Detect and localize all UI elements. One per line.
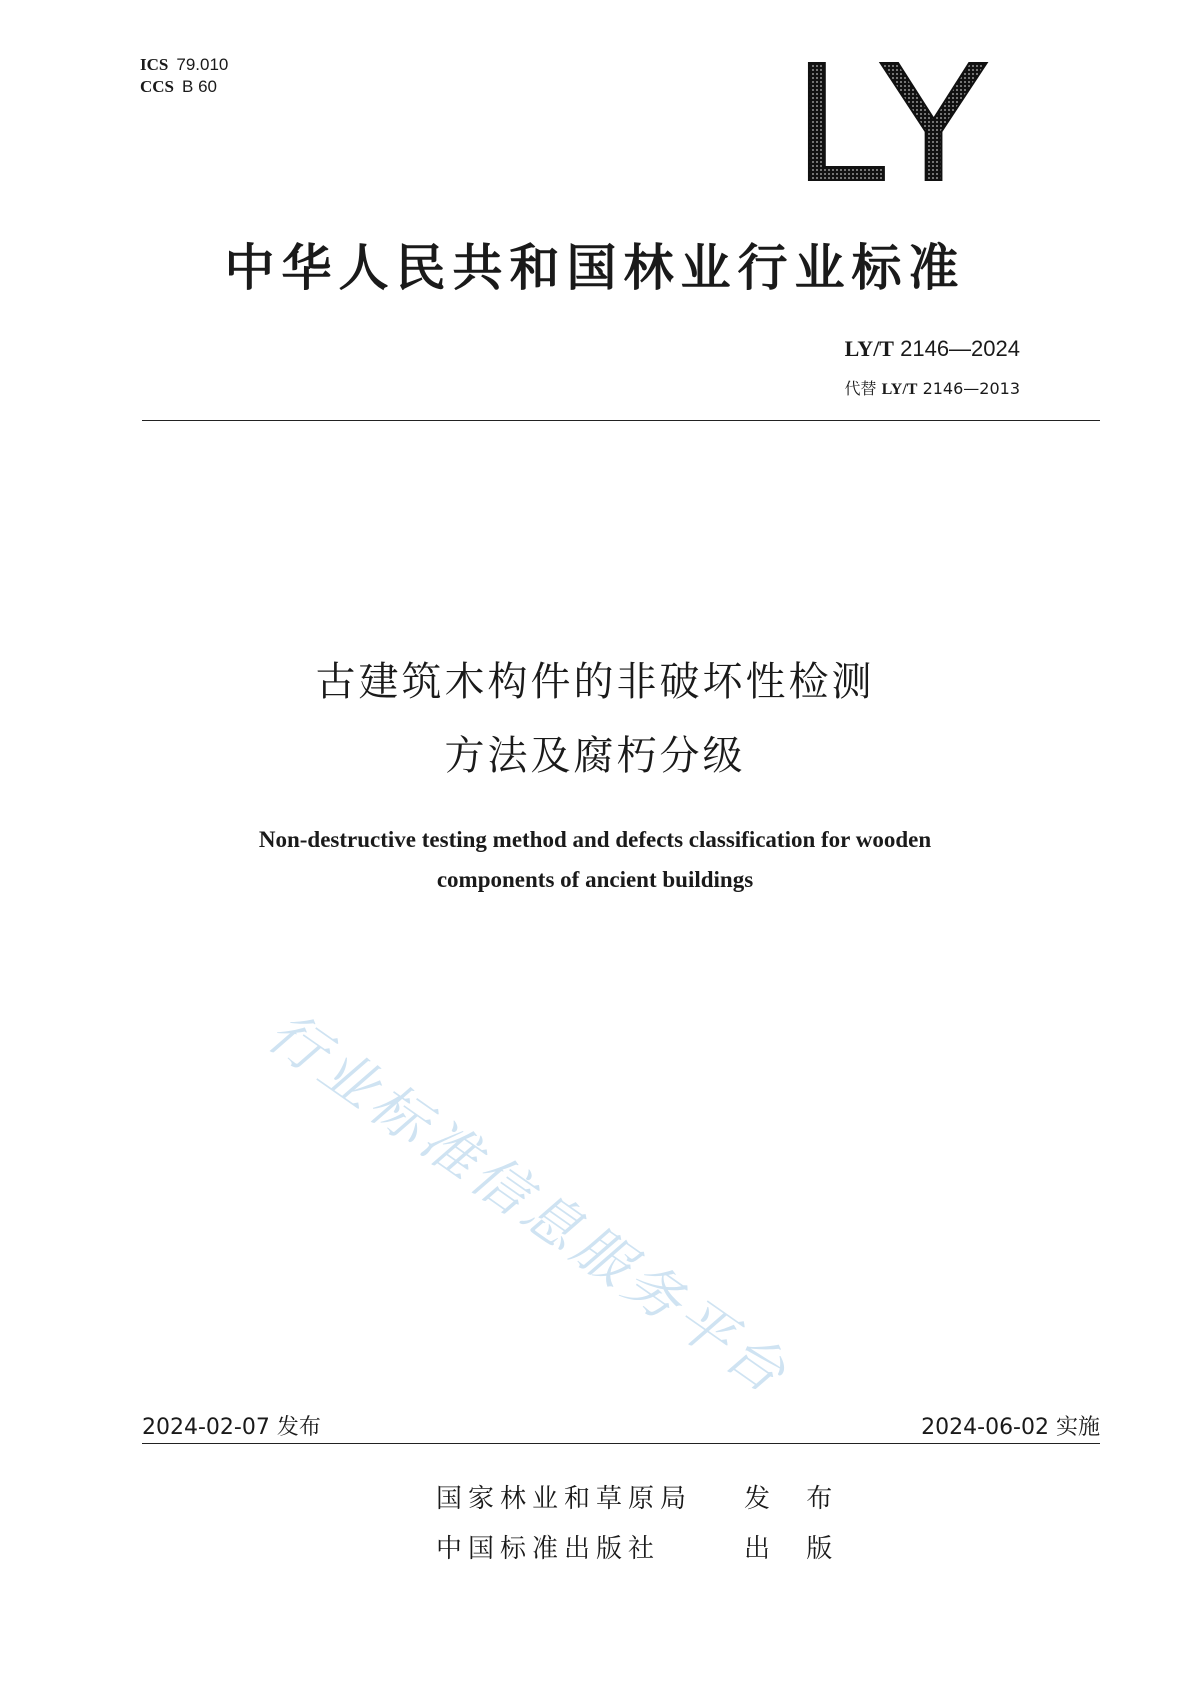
replaces-standard: 代替 LY/T 2146—2013 (844, 379, 1020, 398)
document-title-zh-line2: 方法及腐朽分级 (444, 733, 746, 779)
ccs-code: CCS B 60 (140, 77, 217, 96)
document-title-zh-line1: 古建筑木构件的非破坏性检测 (315, 659, 875, 705)
document-title-en-line1: Non-destructive testing method and defects classification for wooden (258, 827, 932, 852)
header-divider (142, 420, 1100, 421)
standard-category-title: 中华人民共和国林业行业标准 (224, 239, 966, 297)
publisher-org: 国家林业和草原局 (436, 1484, 693, 1514)
document-title-en-line2: components of ancient buildings (436, 867, 754, 892)
press-org: 中国标准出版社 (436, 1534, 661, 1564)
classification-codes (140, 54, 228, 98)
ics-code: ICS 79.010 (140, 55, 229, 74)
logo-text: LY (795, 52, 991, 192)
press-role: 出 版 (744, 1534, 847, 1564)
publisher-role: 发 布 (744, 1484, 847, 1514)
footer-divider (142, 1443, 1100, 1444)
issue-date: 2024-02-07 发布 (142, 1415, 321, 1440)
standard-number: LY/T 2146—2024 (844, 336, 1020, 361)
watermark: 行业标准信息服务平台 (255, 999, 801, 1409)
implementation-date: 2024-06-02 实施 (921, 1415, 1100, 1440)
ly-logo (795, 52, 1015, 192)
